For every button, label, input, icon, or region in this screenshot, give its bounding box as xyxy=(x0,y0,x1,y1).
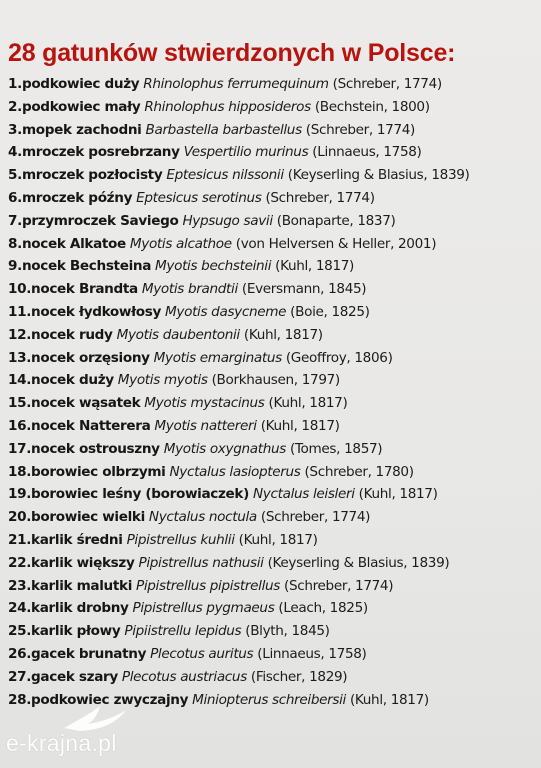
list-item xyxy=(8,438,538,461)
latin-name: Myotis brandtii xyxy=(141,281,238,298)
list-item xyxy=(8,483,538,506)
species-number: 13. xyxy=(8,349,32,366)
species-number: 21. xyxy=(8,531,32,548)
author-year: (Schreber, 1774) xyxy=(305,121,415,138)
polish-name: karlik drobny xyxy=(31,600,129,617)
latin-name: Nyctalus noctula xyxy=(148,509,257,526)
list-item xyxy=(8,369,538,392)
species-number: 9. xyxy=(8,258,22,275)
latin-name: Nyctalus lasiopterus xyxy=(169,463,301,480)
species-number: 6. xyxy=(8,189,22,206)
list-item xyxy=(8,575,538,598)
species-number: 19. xyxy=(8,486,32,503)
list-item xyxy=(8,347,538,370)
species-number: 18. xyxy=(8,463,32,480)
species-number: 15. xyxy=(8,395,32,412)
species-number: 17. xyxy=(8,440,32,457)
latin-name: Pipistrellus kuhlii xyxy=(126,531,235,548)
author-year: (Kuhl, 1817) xyxy=(358,486,438,503)
latin-name: Myotis myotis xyxy=(117,372,208,389)
species-number: 28. xyxy=(8,691,32,708)
latin-name: Myotis emarginatus xyxy=(153,349,282,366)
polish-name: nocek łydkowłosy xyxy=(31,303,162,320)
author-year: (Borkhausen, 1797) xyxy=(211,372,340,389)
latin-name: Myotis mystacinus xyxy=(144,395,265,412)
latin-name: Plecotus austriacus xyxy=(121,668,247,685)
species-number: 24. xyxy=(8,600,32,617)
list-item xyxy=(8,210,538,233)
author-year: (Kuhl, 1817) xyxy=(260,417,340,434)
list-item xyxy=(8,73,538,96)
latin-name: Miniopterus schreibersii xyxy=(192,691,346,708)
list-item xyxy=(8,278,538,301)
polish-name: karlik większy xyxy=(31,554,135,571)
list-item xyxy=(8,187,538,210)
species-number: 7. xyxy=(8,212,22,229)
list-item xyxy=(8,506,538,529)
author-year: (Boie, 1825) xyxy=(290,303,370,320)
species-number: 4. xyxy=(8,144,22,161)
polish-name: nocek Natterera xyxy=(31,417,151,434)
author-year: (Geoffroy, 1806) xyxy=(285,349,393,366)
polish-name: gacek szary xyxy=(31,668,118,685)
species-number: 25. xyxy=(8,623,32,640)
author-year: (Blyth, 1845) xyxy=(245,623,330,640)
species-number: 22. xyxy=(8,554,32,571)
latin-name: Pipistrellus pygmaeus xyxy=(132,600,275,617)
polish-name: podkowiec mały xyxy=(21,98,141,115)
author-year: (Bonaparte, 1837) xyxy=(276,212,396,229)
list-item xyxy=(8,552,538,575)
author-year: (Linnaeus, 1758) xyxy=(312,144,422,161)
latin-name: Eptesicus serotinus xyxy=(136,189,262,206)
latin-name: Nyctalus leisleri xyxy=(252,486,355,503)
author-year: (Linnaeus, 1758) xyxy=(257,645,367,662)
list-item xyxy=(8,620,538,643)
author-year: (Bechstein, 1800) xyxy=(314,98,430,115)
latin-name: Rhinolophus hipposideros xyxy=(144,98,311,115)
author-year: (Fischer, 1829) xyxy=(250,668,348,685)
polish-name: borowiec olbrzymi xyxy=(31,463,166,480)
list-item xyxy=(8,141,538,164)
author-year: (Schreber, 1774) xyxy=(265,189,375,206)
list-item xyxy=(8,529,538,552)
latin-name: Rhinolophus ferrumequinum xyxy=(143,76,329,92)
author-year: (Kuhl, 1817) xyxy=(238,531,318,548)
list-item xyxy=(8,597,538,620)
species-number: 11. xyxy=(8,303,32,320)
list-item xyxy=(8,96,538,119)
author-year: (Tomes, 1857) xyxy=(289,440,383,457)
species-number: 23. xyxy=(8,577,32,594)
polish-name: nocek Bechsteina xyxy=(21,258,152,275)
page-title: 28 gatunków stwierdzonych w Polsce: xyxy=(8,39,456,67)
list-item xyxy=(8,233,538,256)
latin-name: Myotis daubentonii xyxy=(116,326,240,343)
species-number: 16. xyxy=(8,417,32,434)
polish-name: nocek duży xyxy=(31,372,114,389)
author-year: (Kuhl, 1817) xyxy=(349,691,429,708)
latin-name: Myotis alcathoe xyxy=(129,235,232,252)
author-year: (Schreber, 1774) xyxy=(283,577,394,594)
polish-name: mroczek posrebrzany xyxy=(21,144,180,161)
species-number: 2. xyxy=(8,98,22,115)
species-number: 12. xyxy=(8,326,32,343)
author-year: (von Helversen & Heller, 2001) xyxy=(235,235,437,252)
species-number: 10. xyxy=(8,281,32,298)
latin-name: Hypsugo savii xyxy=(182,212,273,229)
list-item xyxy=(8,415,538,438)
author-year: (Eversmann, 1845) xyxy=(241,281,367,298)
polish-name: przymroczek Saviego xyxy=(21,212,179,229)
polish-name: podkowiec duży xyxy=(21,76,140,92)
species-number: 1. xyxy=(8,76,22,92)
polish-name: nocek Alkatoe xyxy=(21,235,126,252)
species-number: 27. xyxy=(8,668,32,685)
latin-name: Myotis nattereri xyxy=(154,417,257,434)
polish-name: nocek rudy xyxy=(31,326,113,343)
list-item xyxy=(8,119,538,142)
author-year: (Kuhl, 1817) xyxy=(275,258,355,275)
latin-name: Pipiistrellu lepidus xyxy=(124,623,242,640)
list-item xyxy=(8,301,538,324)
latin-name: Pipistrellus nathusii xyxy=(138,554,264,571)
polish-name: karlik średni xyxy=(31,531,123,548)
author-year: (Schreber, 1780) xyxy=(304,463,414,480)
author-year: (Kuhl, 1817) xyxy=(268,395,348,412)
polish-name: borowiec leśny (borowiaczek) xyxy=(31,486,249,503)
author-year: (Schreber, 1774) xyxy=(332,76,442,92)
latin-name: Myotis bechsteinii xyxy=(155,258,272,275)
latin-name: Vespertilio murinus xyxy=(183,144,309,161)
species-number: 3. xyxy=(8,121,22,138)
list-item xyxy=(8,666,538,689)
polish-name: mroczek późny xyxy=(21,189,133,206)
polish-name: gacek brunatny xyxy=(31,645,147,662)
list-item xyxy=(8,164,538,187)
polish-name: nocek ostrouszny xyxy=(31,440,160,457)
polish-name: mroczek pozłocisty xyxy=(21,167,163,184)
polish-name: nocek orzęsiony xyxy=(31,349,150,366)
species-number: 5. xyxy=(8,167,22,184)
latin-name: Pipistrellus pipistrellus xyxy=(136,577,280,594)
author-year: (Kuhl, 1817) xyxy=(243,326,323,343)
latin-name: Barbastella barbastellus xyxy=(145,121,302,138)
species-number: 8. xyxy=(8,235,22,252)
polish-name: karlik malutki xyxy=(31,577,133,594)
author-year: (Leach, 1825) xyxy=(278,600,368,617)
species-list xyxy=(8,73,538,711)
author-year: (Schreber, 1774) xyxy=(260,509,371,526)
watermark-text: e-krajna.pl xyxy=(6,730,117,756)
list-item xyxy=(8,392,538,415)
species-number: 14. xyxy=(8,372,32,389)
list-item xyxy=(8,461,538,484)
bird-silhouette-icon xyxy=(60,700,130,734)
list-item xyxy=(8,324,538,347)
polish-name: podkowiec zwyczajny xyxy=(31,691,189,708)
latin-name: Plecotus auritus xyxy=(150,645,254,662)
species-number: 26. xyxy=(8,645,32,662)
polish-name: mopek zachodni xyxy=(21,121,142,138)
author-year: (Keyserling & Blasius, 1839) xyxy=(267,554,450,571)
polish-name: borowiec wielki xyxy=(31,509,145,526)
list-item xyxy=(8,643,538,666)
polish-name: nocek Brandta xyxy=(31,281,138,298)
list-item xyxy=(8,255,538,278)
polish-name: karlik płowy xyxy=(31,623,121,640)
polish-name: nocek wąsatek xyxy=(31,395,141,412)
latin-name: Myotis dasycneme xyxy=(165,303,287,320)
latin-name: Eptesicus nilssonii xyxy=(166,167,284,184)
species-number: 20. xyxy=(8,509,32,526)
author-year: (Keyserling & Blasius, 1839) xyxy=(287,167,470,184)
latin-name: Myotis oxygnathus xyxy=(163,440,286,457)
